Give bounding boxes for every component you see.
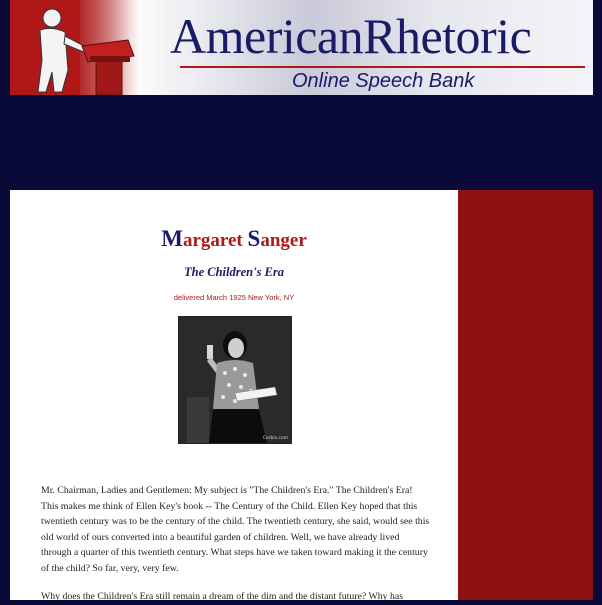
site-banner[interactable] (10, 0, 593, 95)
right-sidebar (458, 190, 593, 600)
site-subtitle: Online Speech Bank (292, 70, 475, 92)
speaker-name: Margaret Sanger (161, 226, 307, 251)
speaker-photo (178, 316, 292, 444)
site-title: AmericanRhetoric (170, 8, 532, 64)
delivery-info: delivered March 1925 New York, NY (173, 293, 295, 302)
speech-content-panel (10, 190, 458, 600)
speech-title: The Children's Era (183, 265, 285, 279)
speech-paragraph: Why does the Children's Era still remain a dream of the dim and the distant future? Why has (41, 591, 404, 602)
photo-credit: Corbis.com (262, 436, 288, 441)
speech-paragraph: Mr. Chairman, Ladies and Gentlemen: My subject is "The Children's Era." The Children's Era! This makes me think of Ellen Key's book -- The Century of the Child. Ellen Key hoped that this twentieth century was to be the century of the child. The twentieth century, she said, would see this old world of ours converted into a beautiful garden of children. Well, we have already lived through a quarter of this twentieth century. What steps have we taken toward making it the century of the child? So far, very, very few. (41, 485, 430, 574)
orator-at-podium-icon (10, 0, 140, 95)
